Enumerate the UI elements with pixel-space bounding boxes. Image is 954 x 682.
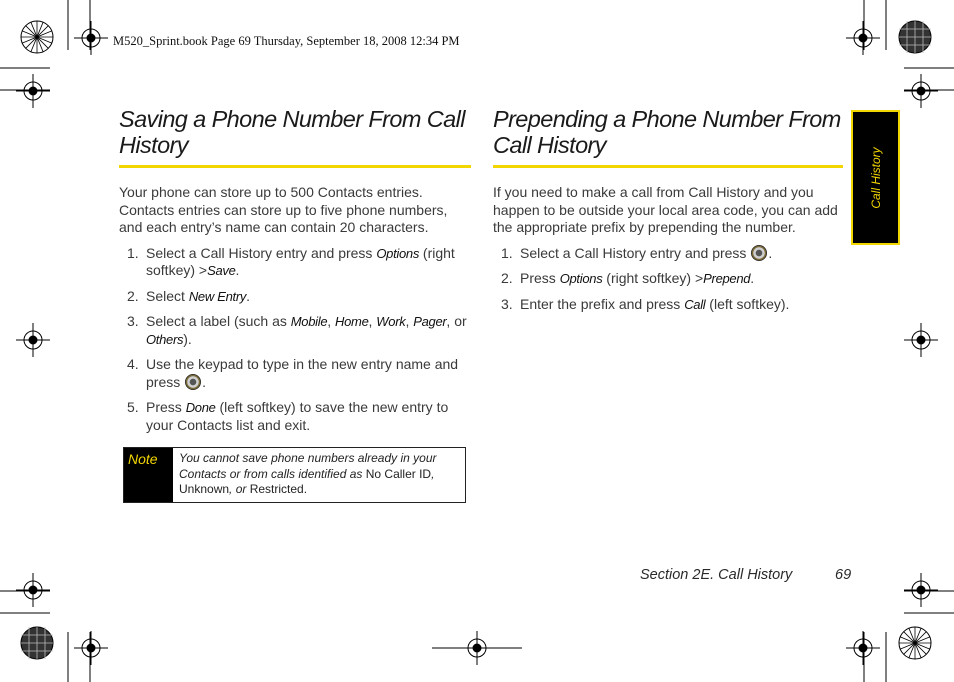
registration-mark-icon xyxy=(460,631,494,665)
rosette-mark-icon xyxy=(20,626,54,660)
list-item: 1. Select a Call History entry and press Options (right softkey) >Save. xyxy=(127,244,455,278)
new-entry-key-label: New Entry xyxy=(188,288,247,304)
registration-mark-icon xyxy=(846,21,880,55)
menu-ok-key-icon xyxy=(185,374,201,390)
list-item: 5. Press Done (left softkey) to save the new entry to your Contacts list and exit. xyxy=(127,399,449,433)
rosette-mark-icon xyxy=(898,626,932,660)
registration-mark-icon xyxy=(846,631,880,665)
menu-ok-key-icon xyxy=(751,245,767,261)
save-key-label: Save xyxy=(207,263,236,278)
list-item: 4. Use the keypad to type in the new entry name and press . xyxy=(127,356,459,390)
call-key-label: Call xyxy=(684,296,706,312)
print-slug: M520_Sprint.book Page 69 Thursday, September 18, 2008 12:34 PM xyxy=(113,34,460,48)
saving-steps-list xyxy=(119,245,471,435)
registration-mark-icon xyxy=(16,323,50,357)
chapter-side-tab xyxy=(851,110,900,245)
registration-mark-icon xyxy=(74,631,108,665)
note-label: Note xyxy=(124,448,173,502)
prepend-key-label: Prepend xyxy=(703,271,751,286)
registration-mark-icon xyxy=(16,74,50,108)
registration-mark-icon xyxy=(904,74,938,108)
title-underline xyxy=(119,165,471,168)
options-key-label: Options xyxy=(376,245,420,261)
registration-mark-icon xyxy=(904,323,938,357)
rosette-mark-icon xyxy=(898,20,932,54)
options-key-label: Options xyxy=(559,271,603,286)
rosette-mark-icon xyxy=(20,20,54,54)
list-item: 2. Select New Entry. xyxy=(127,287,250,304)
right-column xyxy=(493,106,843,321)
menu-arrow: > xyxy=(694,270,704,286)
registration-mark-icon xyxy=(904,573,938,607)
title-underline xyxy=(493,165,843,168)
section-title-saving: Saving a Phone Number From Call History xyxy=(119,106,465,158)
list-item: 1. Select a Call History entry and press . xyxy=(501,244,773,261)
menu-arrow: > xyxy=(198,262,208,278)
done-key-label: Done xyxy=(185,400,216,415)
left-column xyxy=(119,106,471,442)
list-item: 3. Enter the prefix and press Call (left softkey). xyxy=(501,295,790,312)
section-title-prepending: Prepending a Phone Number From Call History xyxy=(493,106,841,158)
prepending-steps-list xyxy=(493,245,843,314)
intro-paragraph: Your phone can store up to 500 Contacts entries. Contacts entries can store up to five phone numbers, and each entry’s name can contain 20 characters. xyxy=(119,184,448,235)
list-item: 3. Select a label (such as Mobile, Home, Work, Pager, or Others). xyxy=(127,313,467,347)
registration-mark-icon xyxy=(74,21,108,55)
footer-section-title: Section 2E. Call History xyxy=(640,567,793,583)
list-item: 2. Press Options (right softkey) >Prepend. xyxy=(501,270,755,286)
registration-mark-icon xyxy=(16,573,50,607)
page-number: 69 xyxy=(835,567,852,583)
side-tab-label: Call History xyxy=(868,146,883,209)
note-text: You cannot save phone numbers already in your Contacts or from calls identified as No Caller ID, Unknown, or Restricted. xyxy=(179,451,437,496)
intro-paragraph: If you need to make a call from Call History and you happen to be outside your local area code, you can add the appropriate prefix by prepending the number. xyxy=(493,184,838,235)
note-box xyxy=(123,447,466,503)
